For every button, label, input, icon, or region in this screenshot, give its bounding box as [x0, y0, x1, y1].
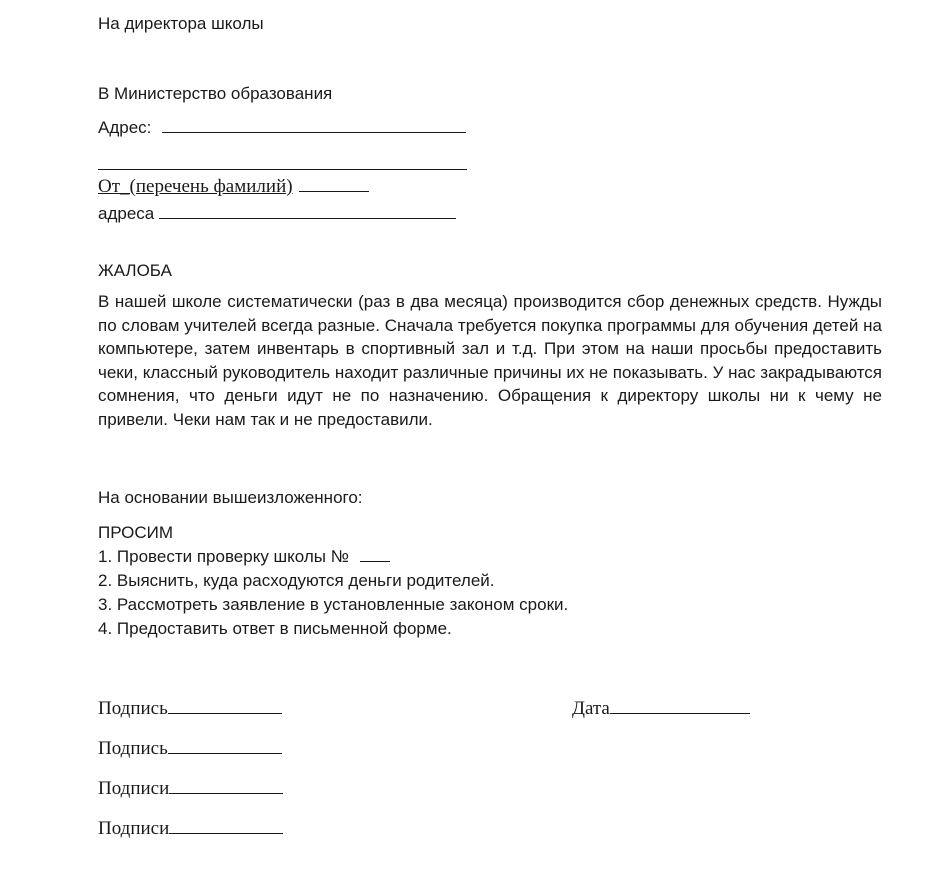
address-label: Адрес: [98, 118, 152, 137]
signature-fill-line-1[interactable] [168, 699, 282, 714]
signature-fill-line-2[interactable] [168, 739, 282, 754]
signature-fill-line-3[interactable] [169, 779, 283, 794]
addresses-label: адреса [98, 204, 155, 223]
addresses-row [98, 203, 456, 225]
signature-row-1 [98, 698, 282, 720]
address-extra-line[interactable] [98, 169, 467, 170]
from-row [98, 176, 369, 198]
basis-text: На основании вышеизложенного: [98, 488, 363, 507]
date-label: Дата [572, 698, 610, 719]
school-number-fill-line[interactable] [360, 547, 390, 562]
date-row [572, 698, 750, 720]
signature-label-3: Подписи [98, 778, 170, 799]
signature-fill-line-4[interactable] [169, 819, 283, 834]
complaint-title: ЖАЛОБА [98, 261, 172, 280]
address-row [98, 117, 466, 139]
from-label: От_(перечень фамилий) [98, 176, 293, 197]
address-fill-line[interactable] [162, 118, 466, 133]
signature-label-1: Подпись [98, 698, 168, 719]
date-fill-line[interactable] [610, 699, 750, 714]
signature-row-4 [98, 818, 283, 840]
signature-row-2 [98, 738, 282, 760]
request-item-1 [98, 546, 390, 568]
from-fill-line[interactable] [299, 177, 369, 192]
request-item-2: 2. Выяснить, куда расходуются деньги родителей. [98, 571, 495, 590]
recipient-director: На директора школы [98, 14, 264, 33]
addresses-fill-line[interactable] [159, 204, 456, 219]
signature-label-4: Подписи [98, 818, 170, 839]
request-item-3: 3. Рассмотреть заявление в установленные законом сроки. [98, 595, 569, 614]
complaint-body: В нашей школе систематически (раз в два месяца) производится сбор денежных средств. Нужды по словам учителей всегда разные. Сначала требуется покупка программы для обучения детей на компьютере, затем инвентарь в спортивный зал и т.д. При этом на наши просьбы предоставить чеки, классный руководитель находит различные причины их не показывать. У нас закрадываются сомнения, что деньги идут не по назначению. Обращения к директору школы ни к чему не привели. Чеки нам так и не предоставили. [98, 292, 882, 429]
signature-row-3 [98, 778, 283, 800]
signature-label-2: Подпись [98, 738, 168, 759]
request-item-4: 4. Предоставить ответ в письменной форме. [98, 619, 452, 638]
recipient-ministry: В Министерство образования [98, 84, 333, 103]
request-item-1-text: 1. Провести проверку школы № [98, 547, 349, 566]
request-heading: ПРОСИМ [98, 523, 174, 542]
